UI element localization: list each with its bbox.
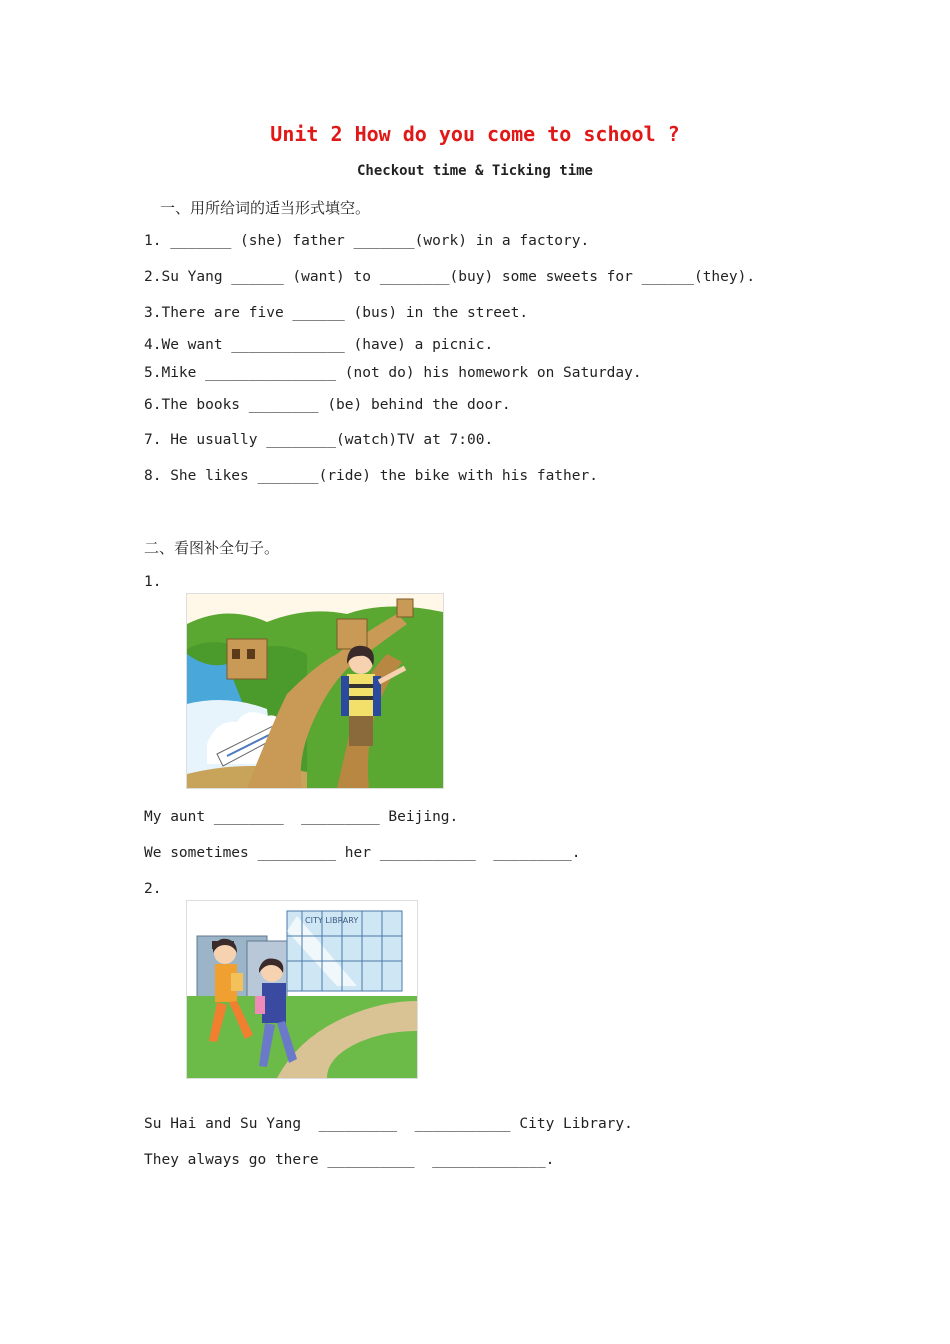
exercise-item-3: 3.There are five ______ (bus) in the street.	[144, 305, 529, 321]
question-2-number: 2.	[144, 881, 162, 897]
exercise-item-1: 1. _______ (she) father _______(work) in a factory.	[144, 233, 590, 249]
question-1-line-2: We sometimes _________ her ___________ _________.	[144, 845, 581, 861]
city-library-illustration	[186, 900, 418, 1079]
page-subtitle: Checkout time & Ticking time	[356, 163, 593, 179]
exercise-item-7: 7. He usually ________(watch)TV at 7:00.	[144, 432, 494, 448]
great-wall-illustration	[186, 593, 444, 789]
exercise-item-2: 2.Su Yang ______ (want) to ________(buy) some sweets for ______(they).	[144, 269, 756, 285]
exercise-item-8: 8. She likes _______(ride) the bike with his father.	[144, 468, 598, 484]
section1-heading: 一、用所给词的适当形式填空。	[160, 199, 371, 217]
exercise-item-6: 6.The books ________ (be) behind the door.	[144, 397, 511, 413]
exercise-item-5: 5.Mike _______________ (not do) his homework on Saturday.	[144, 365, 642, 381]
question-2-line-2: They always go there __________ _____________.	[144, 1152, 555, 1168]
section2-heading: 二、看图补全句子。	[144, 539, 280, 557]
question-1-number: 1.	[144, 574, 162, 590]
page-title: Unit 2 How do you come to school ?	[270, 122, 680, 146]
question-2-line-1: Su Hai and Su Yang _________ ___________ City Library.	[144, 1116, 633, 1132]
question-1-line-1: My aunt ________ _________ Beijing.	[144, 809, 459, 825]
exercise-item-4: 4.We want _____________ (have) a picnic.	[144, 337, 494, 353]
library-sign: CITY LIBRARY	[305, 916, 359, 925]
